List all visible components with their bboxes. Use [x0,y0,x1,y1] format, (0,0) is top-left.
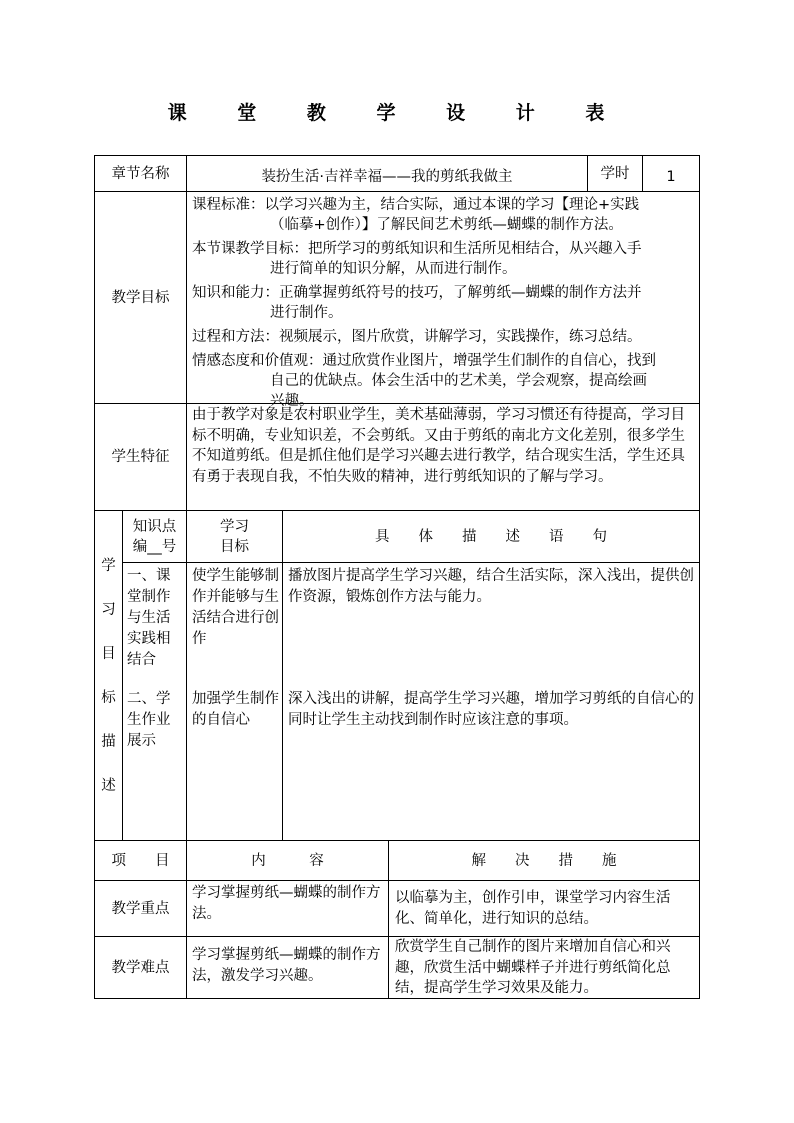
divider [122,562,700,563]
content-header: 内 容 [251,852,324,869]
objective-line: 本节课教学目标：把所学习的剪纸知识和生活所见相结合，从兴趣入手 [192,241,642,257]
side-char: 标 [101,690,116,706]
knowledge-header-line: 编__号 [132,538,177,555]
knowledge-header [123,511,186,562]
goal-header-line: 目标 [220,538,249,555]
objective-line: 课程标准：以学习兴趣为主，结合实际，通过本课的学习【理论+实践 [192,197,640,213]
item2-goal: 加强学生制作的自信心 [192,691,279,728]
item1-goal: 使学生能够制作并能够与生活结合进行创作 [192,568,279,647]
key-point-label: 教学重点 [111,900,170,917]
chapter-name-label: 章节名称 [111,165,170,182]
objective-line: （临摹+创作）】了解民间艺术剪纸—蝴蝶的制作方法。 [270,217,623,233]
students-label: 学生特征 [111,449,170,465]
side-char: 习 [101,602,116,618]
class-hours-value: 1 [666,168,676,185]
key-point-content: 学习掌握剪纸—蝴蝶的制作方法。 [192,885,381,922]
chapter-name-value: 装扮生活·吉祥幸福——我的剪纸我做主 [261,168,513,185]
item2-knowledge: 二、学生作业展示 [127,691,171,749]
side-char: 学 [101,558,116,574]
description-header: 具 体 描 述 语 句 [375,528,607,545]
goal-header-line: 学习 [220,518,249,535]
difficulty-solution: 欣赏学生自己制作的图片来增加自信心和兴趣，欣赏生活中蝴蝶样子并进行剪纸简化总结，提高学生学习效果及能力。 [395,939,671,996]
page-title: 课 堂 教 学 设 计 表 [167,102,627,124]
objective-line: 情感态度和价值观：通过欣赏作业图片，增强学生们制作的自信心，找到 [192,353,656,369]
objective-line: 进行制作。 [270,305,343,321]
objective-line: 过程和方法：视频展示，图片欣赏，讲解学习，实践操作，练习总结。 [192,329,642,345]
learning-side-label [95,556,122,796]
knowledge-header-line: 知识点 [132,518,177,535]
objective-line: 自己的优缺点。体会生活中的艺术美，学会观察，提高绘画 [270,373,647,389]
difficulty-content: 学习掌握剪纸—蝴蝶的制作方法，激发学习兴趣。 [192,947,381,984]
objectives-label: 教学目标 [111,289,170,306]
solution-header: 解 决 措 施 [471,852,617,869]
objective-line: 兴趣。 [270,393,314,409]
objective-line: 知识和能力：正确掌握剪纸符号的技巧，了解剪纸—蝴蝶的制作方法并 [192,285,642,301]
side-char: 目 [101,646,116,662]
objective-line: 进行简单的知识分解，从而进行制作。 [270,261,517,277]
side-char: 描 [101,734,116,750]
border-right [699,155,700,999]
side-char: 述 [101,778,116,794]
item-header: 项 目 [111,852,170,869]
difficulty-label: 教学难点 [111,959,170,976]
class-hours-label: 学时 [600,165,630,182]
goal-header [187,511,282,562]
students-content: 由于教学对象是农村职业学生，美术基础薄弱，学习习惯还有待提高，学习目标不明确，专业知识差，不会剪纸。又由于剪纸的南北方文化差别，很多学生不知道剪纸。但是抓住他们是学习兴趣去进行教学，结合现实生活，学生还具有勇于表现自我，不怕失败的精神，进行剪纸知识的了解与学习。 [192,407,685,485]
objectives-content [192,195,698,409]
key-point-solution: 以临摹为主，创作引申，课堂学习内容生活化、简单化，进行知识的总结。 [395,890,671,927]
divider [186,191,187,510]
item2-description: 深入浅出的讲解，提高学生学习兴趣，增加学习剪纸的自信心的同时让学生主动找到制作时应该注意的事项。 [288,691,694,728]
item1-description: 播放图片提高学生学习兴趣，结合生活实际，深入浅出，提供创作资源，锻炼创作方法与能力。 [288,568,694,605]
item1-knowledge: 一、课堂制作与生活实践相结合 [127,568,171,668]
